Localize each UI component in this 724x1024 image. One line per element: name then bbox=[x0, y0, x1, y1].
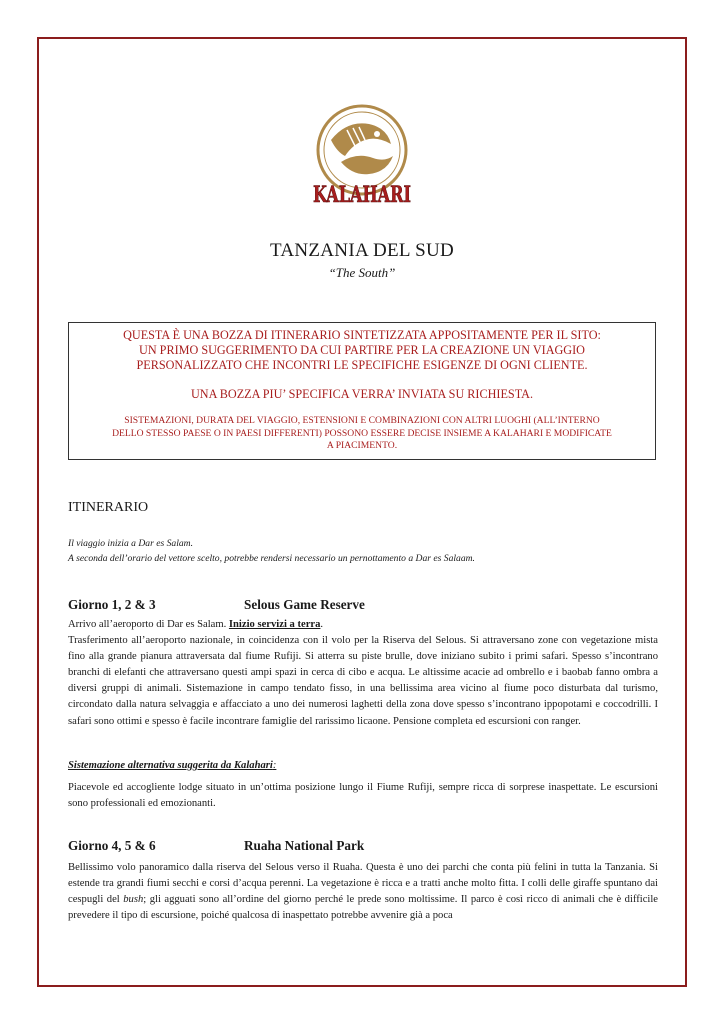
day-label: Giorno 1, 2 & 3 bbox=[68, 597, 156, 612]
alternative-accommodation-heading: Sistemazione alternativa suggerita da Kalahari: bbox=[68, 760, 277, 771]
day-place: Ruaha National Park bbox=[244, 838, 365, 853]
disclaimer-line: UN PRIMO SUGGERIMENTO DA CUI PARTIRE PER LA CREAZIONE UN VIAGGIO bbox=[139, 343, 585, 357]
day-label: Giorno 4, 5 & 6 bbox=[68, 838, 156, 853]
alternative-accommodation-text: Piacevole ed accogliente lodge situato in un’ottima posizione lungo il Fiume Rufiji, sempre ricca di sorprese inaspettate. Le escursioni sono professionali ed emozionanti. bbox=[68, 782, 658, 810]
itinerary-heading: ITINERARIO bbox=[68, 500, 149, 515]
day-paragraph: Trasferimento all’aeroporto nazionale, in coincidenza con il volo per la Riserva del Selous. Si attraversano zone con vegetazione mista fino alla grande pianura attraversata dal fiume Rufiji. Si atterra su piste brulle, dove iniziano subito i primi safari. Spesso s’incontrano branchi di elefanti che attraversano questi ampi spazi in cerca di cibo e acqua. Le altissime acacie ad ombrello e i baobab fanno ombra a diversi gruppi di animali. Sistemazione in campo tendato fisso, in una bellissima area vicino al fiume poco disturbata dal turismo, circondato dalla natura selvaggia e affacciato a uno dei numerosi laghetti della zona dove spesso s’incontrano ippopotami e coccodrilli. I safari sono ottimi e spesso è facile incontrare famiglie del rarissimo licaone. Pensione completa ed escursioni con ranger. bbox=[68, 635, 658, 727]
day-heading bbox=[68, 597, 365, 613]
disclaimer-line: PERSONALIZZATO CHE INCONTRI LE SPECIFICHE ESIGENZE DI OGNI CLIENTE. bbox=[136, 358, 588, 372]
kalahari-logo bbox=[307, 100, 417, 212]
disclaimer-box bbox=[68, 322, 656, 460]
day-place: Selous Game Reserve bbox=[244, 597, 365, 612]
disclaimer-small-text: SISTEMAZIONI, DURATA DEL VIAGGIO, ESTENSIONI E COMBINAZIONI CON ALTRI LUOGHI (ALL’INTERNO DELLO STESSO PAESE O IN PAESI DIFFERENTI) POSSONO ESSERE DECISE INSIEME A KALAHARI E MODIFICATE A PIACIMENTO. bbox=[112, 415, 612, 451]
disclaimer-request-line: UNA BOZZA PIU’ SPECIFICA VERRA’ INVIATA SU RICHIESTA. bbox=[190, 387, 534, 401]
itinerary-intro: Il viaggio inizia a Dar es Salam. A seconda dell’orario del vettore scelto, potrebbe rendersi necessario un pernottamento a Dar es Salaam. bbox=[68, 538, 475, 564]
services-start: Inizio servizi a terra bbox=[228, 619, 321, 630]
day-description: Arrivo all’aeroporto di Dar es Salam. Inizio servizi a terra. Trasferimento all’aeroporto nazionale, in coincidenza con il volo per la Riserva del Selous. Si attraversano zone con vegetazione mista fino alla grande pianura attraversata dal fiume Rufiji. Si atterra su piste brulle, dove iniziano subito i primi safari. Spesso s’incontrano branchi di elefanti che attraversano questi ampi spazi in cerca di cibo e acqua. Le altissime acacie ad ombrello e i baobab fanno ombra a diversi gruppi di animali. Sistemazione in campo tendato fisso, in una bellissima area vicino al fiume poco disturbata dal turismo, circondato dalla natura selvaggia e affacciato a uno dei numerosi laghetti della zona dove spesso s’incontrano ippopotami e coccodrilli. I safari sono ottimi e spesso è facile incontrare famiglie del rarissimo licaone. Pensione completa ed escursioni con ranger. bbox=[68, 617, 658, 730]
disclaimer-line: QUESTA È UNA BOZZA DI ITINERARIO SINTETIZZATA APPOSITAMENTE PER IL SITO: bbox=[123, 328, 601, 342]
day-description: Bellissimo volo panoramico dalla riserva del Selous verso il Ruaha. Questa è uno dei parchi che conta più felini in tutta la Tanzania. Si estende tra grandi fiumi secchi e corsi d’acqua perenni. La vegetazione è ricca e a tratti anche molto fitta. I colli delle giraffe spuntano dai cespugli del bush; gli agguati sono all’ordine del giorno perché le prede sono moltissime. Il parco è così ricco di animali che è difficile prevedere il tipo di escursione, poiché qualcosa di inaspettato potrebbe avvenire già a poca bbox=[68, 862, 659, 922]
page-subtitle: “The South” bbox=[328, 265, 396, 280]
page-title: TANZANIA DEL SUD bbox=[269, 240, 455, 261]
day-heading bbox=[68, 838, 365, 854]
svg-text:KALAHARI: KALAHARI bbox=[313, 182, 411, 208]
